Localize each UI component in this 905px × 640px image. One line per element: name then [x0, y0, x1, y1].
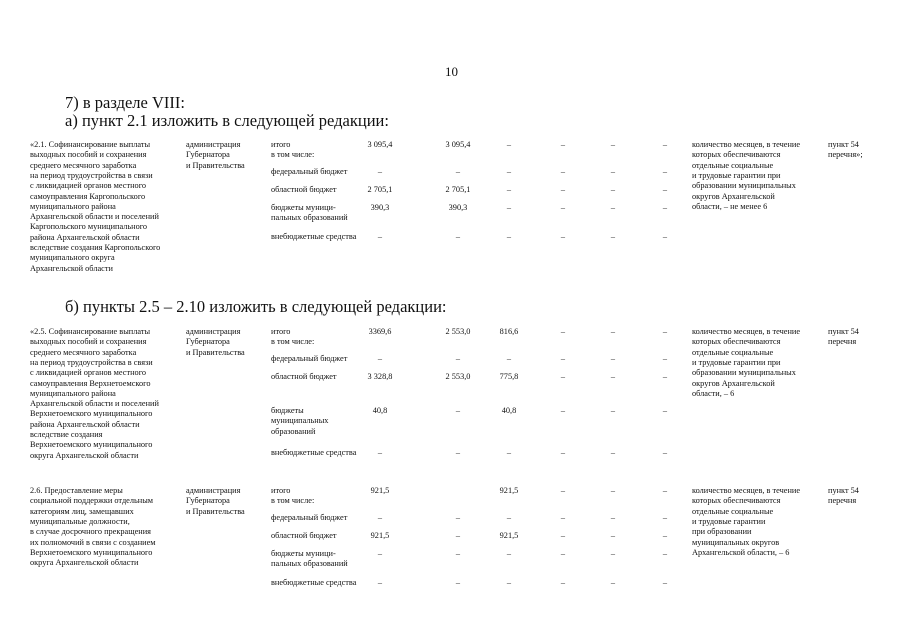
value-year-2: 921,5 [499, 486, 519, 495]
value-year-1: 390,3 [448, 203, 468, 212]
value-year-3: – [560, 406, 566, 415]
value-total: 390,3 [370, 203, 390, 212]
value-year-1: 3 095,4 [445, 140, 471, 149]
value-year-2: 40,8 [501, 406, 517, 415]
indicator-line: которых обеспечиваются [692, 150, 781, 160]
value-year-3: – [560, 167, 566, 176]
item-title-line: Верхнетоемского муниципального [30, 440, 153, 450]
value-year-3: – [560, 549, 566, 558]
indicator-line: которых обеспечиваются [692, 496, 781, 506]
indicator-line: области, – не менее 6 [692, 201, 768, 211]
value-year-2: – [506, 232, 512, 241]
value-year-5: – [662, 185, 668, 194]
value-year-5: – [662, 513, 668, 522]
indicator-line: отдельные социальные [692, 347, 774, 357]
reference-line: перечня [828, 496, 857, 506]
item-title-line: Архангельской области [30, 263, 113, 273]
item-title-line: на период трудоустройства в связи [30, 357, 153, 367]
value-year-4: – [610, 167, 616, 176]
item-title-line: района Архангельской области [30, 232, 140, 242]
funding-source-label: в том числе: [271, 496, 315, 506]
item-title-line: самоуправления Каргопольского [30, 191, 146, 201]
value-year-2: – [506, 354, 512, 363]
item-title-line: «2.1. Софинансирование выплаты [30, 140, 151, 149]
value-year-4: – [610, 531, 616, 540]
item-title-line: среднего месячного заработка [30, 347, 137, 357]
value-year-5: – [662, 327, 668, 336]
value-year-3: – [560, 232, 566, 241]
value-year-4: – [610, 203, 616, 212]
value-year-4: – [610, 513, 616, 522]
value-year-2: 921,5 [499, 531, 519, 540]
funding-source-label: итого [271, 140, 291, 149]
executor-line: и Правительства [186, 506, 245, 516]
item-title-line: с ликвидацией органов местного [30, 181, 147, 191]
item-title-line: на период трудоустройства в связи [30, 170, 153, 180]
funding-source-label: образований [271, 426, 316, 436]
value-year-2: – [506, 203, 512, 212]
indicator-line: количество месяцев, в течение [692, 486, 801, 495]
value-year-2: 775,8 [499, 372, 519, 381]
funding-source-label: итого [271, 327, 291, 336]
funding-source-label: муниципальных [271, 416, 329, 426]
item-title-line: вследствие создания [30, 430, 103, 439]
indicator-line: и трудовые гарантии [692, 516, 766, 526]
value-year-3: – [560, 486, 566, 495]
value-year-1: – [455, 406, 461, 415]
indicator-line: Архангельской области, – 6 [692, 547, 790, 557]
item-title-line: муниципального района [30, 201, 116, 211]
indicator-line: отдельные социальные [692, 160, 774, 170]
value-year-5: – [662, 549, 668, 558]
value-year-3: – [560, 578, 566, 587]
value-year-4: – [610, 448, 616, 457]
value-year-3: – [560, 372, 566, 381]
value-year-2: – [506, 140, 512, 149]
value-total: 3369,6 [368, 327, 392, 336]
value-year-1: – [455, 513, 461, 522]
item-title-line: в случае досрочного прекращения [30, 527, 151, 537]
item-title-line: Верхнетоемского муниципального [30, 409, 153, 419]
value-year-1: – [455, 531, 461, 540]
indicator-line: количество месяцев, в течение [692, 327, 801, 336]
indicator-line: округов Архангельской [692, 378, 775, 388]
value-year-5: – [662, 167, 668, 176]
executor-line: Губернатора [186, 337, 230, 347]
value-year-5: – [662, 354, 668, 363]
value-year-3: – [560, 140, 566, 149]
value-total: – [377, 549, 383, 558]
funding-source-label: внебюджетные средства [271, 448, 357, 457]
funding-source-label: областной бюджет [271, 372, 337, 381]
executor-line: и Правительства [186, 160, 245, 170]
indicator-line: количество месяцев, в течение [692, 140, 801, 149]
item-title-line: округа Архангельской области [30, 450, 139, 460]
reference-line: пункт 54 [828, 486, 859, 495]
value-year-5: – [662, 406, 668, 415]
value-year-4: – [610, 354, 616, 363]
value-year-5: – [662, 372, 668, 381]
value-total: 40,8 [372, 406, 388, 415]
points-25-210-heading: б) пункты 2.5 – 2.10 изложить в следующей редакции: [65, 297, 447, 316]
item-title-line: самоуправления Верхнетоемского [30, 378, 151, 388]
item-title-line: 2.6. Предоставление меры [30, 486, 123, 495]
item-title-line: выходных пособий и сохранения [30, 150, 147, 160]
indicator-line: при образовании [692, 527, 752, 537]
item-title-line: Архангельской области и поселений [30, 399, 159, 409]
value-year-2: – [506, 578, 512, 587]
item-title-line: выходных пособий и сохранения [30, 337, 147, 347]
value-year-1: 2 705,1 [445, 185, 471, 194]
item-title-line: муниципального округа [30, 253, 115, 263]
value-year-3: – [560, 448, 566, 457]
funding-source-label: бюджеты муници- [271, 203, 336, 212]
value-year-1: – [455, 232, 461, 241]
value-year-1: – [455, 549, 461, 558]
value-year-5: – [662, 531, 668, 540]
point-21-heading: а) пункт 2.1 изложить в следующей редакции: [65, 111, 389, 130]
item-title-line: района Архангельской области [30, 419, 140, 429]
value-year-4: – [610, 327, 616, 336]
value-year-3: – [560, 327, 566, 336]
item-title-line: социальной поддержки отдельным [30, 496, 154, 506]
item-title-line: с ликвидацией органов местного [30, 368, 147, 378]
executor-line: Губернатора [186, 496, 230, 506]
executor-line: администрация [186, 327, 241, 336]
value-total: 921,5 [370, 486, 390, 495]
funding-source-label: федеральный бюджет [271, 354, 348, 363]
indicator-line: отдельные социальные [692, 506, 774, 516]
value-year-5: – [662, 232, 668, 241]
executor-line: администрация [186, 486, 241, 495]
item-title-line: их полномочий в связи с созданием [30, 537, 156, 547]
funding-source-label: в том числе: [271, 150, 315, 160]
indicator-line: муниципальных округов [692, 537, 780, 547]
funding-source-label: федеральный бюджет [271, 167, 348, 176]
value-total: – [377, 232, 383, 241]
value-year-3: – [560, 185, 566, 194]
funding-source-label: внебюджетные средства [271, 232, 357, 241]
value-year-4: – [610, 232, 616, 241]
value-year-5: – [662, 448, 668, 457]
item-title-line: Каргопольского муниципального [30, 222, 148, 232]
value-total: – [377, 513, 383, 522]
value-year-4: – [610, 549, 616, 558]
value-year-5: – [662, 203, 668, 212]
item-title-line: среднего месячного заработка [30, 160, 137, 170]
value-year-1: – [455, 167, 461, 176]
indicator-line: области, – 6 [692, 388, 735, 398]
funding-source-label: бюджеты муници- [271, 549, 336, 558]
indicator-line: образовании муниципальных [692, 368, 796, 378]
value-year-2: – [506, 448, 512, 457]
value-year-4: – [610, 185, 616, 194]
funding-source-label: внебюджетные средства [271, 578, 357, 587]
value-year-2: – [506, 549, 512, 558]
funding-source-label: областной бюджет [271, 531, 337, 540]
item-title-line: муниципальные должности, [30, 516, 130, 526]
funding-source-label: пальных образований [271, 559, 348, 569]
funding-source-label: бюджеты [271, 406, 304, 415]
value-total: – [377, 354, 383, 363]
reference-line: перечня»; [828, 150, 863, 160]
item-title-line: категориям лиц, замещавших [30, 506, 134, 516]
value-year-2: 816,6 [499, 327, 519, 336]
funding-source-label: областной бюджет [271, 185, 337, 194]
funding-source-label: пальных образований [271, 213, 348, 223]
value-total: – [377, 167, 383, 176]
executor-line: администрация [186, 140, 241, 149]
value-year-4: – [610, 486, 616, 495]
indicator-line: которых обеспечиваются [692, 337, 781, 347]
executor-line: и Правительства [186, 347, 245, 357]
funding-source-label: итого [271, 486, 291, 495]
value-year-3: – [560, 531, 566, 540]
item-title-line: Верхнетоемского муниципального [30, 547, 153, 557]
value-year-4: – [610, 372, 616, 381]
indicator-line: и трудовые гарантии при [692, 170, 781, 180]
item-title-line: вследствие создания Каргопольского [30, 243, 161, 252]
page-number: 10 [445, 64, 458, 79]
value-year-3: – [560, 513, 566, 522]
value-total: – [377, 448, 383, 457]
section-heading: 7) в разделе VIII: [65, 93, 185, 112]
value-total: 3 095,4 [367, 140, 393, 149]
value-total: 921,5 [370, 531, 390, 540]
value-year-4: – [610, 406, 616, 415]
indicator-line: и трудовые гарантии при [692, 357, 781, 367]
value-year-2: – [506, 185, 512, 194]
value-year-4: – [610, 140, 616, 149]
value-year-1: 2 553,0 [445, 372, 471, 381]
value-year-1: – [455, 448, 461, 457]
reference-line: пункт 54 [828, 140, 859, 149]
indicator-line: образовании муниципальных [692, 181, 796, 191]
value-year-1: – [455, 578, 461, 587]
value-year-5: – [662, 578, 668, 587]
funding-source-label: федеральный бюджет [271, 513, 348, 522]
item-title-line: Архангельской области и поселений [30, 212, 159, 222]
reference-line: пункт 54 [828, 327, 859, 336]
value-total: 2 705,1 [367, 185, 393, 194]
indicator-line: округов Архангельской [692, 191, 775, 201]
item-title-line: «2.5. Софинансирование выплаты [30, 327, 151, 336]
value-year-4: – [610, 578, 616, 587]
value-year-5: – [662, 140, 668, 149]
value-total: 3 328,8 [367, 372, 393, 381]
item-title-line: округа Архангельской области [30, 558, 139, 568]
value-year-3: – [560, 203, 566, 212]
value-year-2: – [506, 513, 512, 522]
reference-line: перечня [828, 337, 857, 347]
executor-line: Губернатора [186, 150, 230, 160]
value-year-3: – [560, 354, 566, 363]
item-title-line: муниципального района [30, 388, 116, 398]
value-year-2: – [506, 167, 512, 176]
value-year-5: – [662, 486, 668, 495]
value-total: – [377, 578, 383, 587]
value-year-1: – [455, 354, 461, 363]
value-year-1: 2 553,0 [445, 327, 471, 336]
funding-source-label: в том числе: [271, 337, 315, 347]
